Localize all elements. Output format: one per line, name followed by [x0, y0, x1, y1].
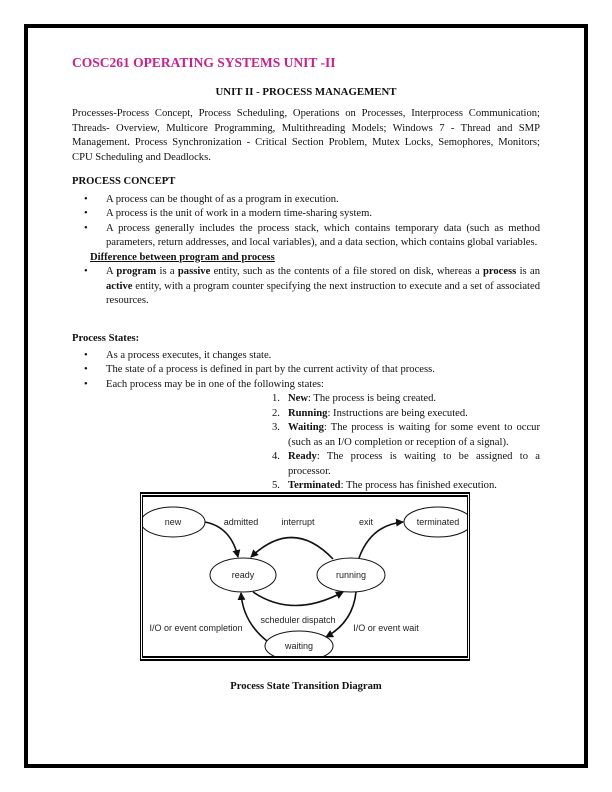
item-number: 1. — [272, 393, 280, 404]
state-item — [72, 450, 540, 479]
process-concept-section — [72, 175, 540, 309]
state-label-new: new — [164, 517, 182, 527]
arrow-dispatch — [253, 592, 343, 606]
list-item — [106, 265, 540, 309]
state-desc: : The process is waiting for some event to occur (such as an I/O completion or reception of a signal). — [288, 422, 540, 448]
state-label-waiting: waiting — [284, 641, 314, 651]
list-item: • A process is the unit of work in a modern time-sharing system. — [106, 207, 540, 222]
state-desc: : Instructions are being executed. — [327, 407, 468, 419]
state-label-terminated: terminated — [416, 517, 460, 527]
state-name: New — [288, 393, 309, 404]
state-label-ready: ready — [231, 570, 255, 580]
transition-interrupt: interrupt — [281, 517, 315, 527]
difference-heading: Difference between program and process — [90, 251, 275, 263]
state-name: Ready — [288, 451, 317, 462]
process-state-diagram — [140, 492, 470, 661]
transition-admitted: admitted — [223, 517, 259, 527]
list-item: • As a process executes, it changes state. — [106, 349, 540, 364]
state-item — [72, 421, 540, 450]
item-number: 2. — [272, 407, 280, 419]
item-number: 5. — [272, 480, 280, 491]
transition-io-completion: I/O or event completion — [149, 623, 243, 633]
state-desc: : The process is being created. — [308, 393, 437, 404]
diagram-caption: Process State Transition Diagram — [230, 681, 382, 692]
arrow-exit — [359, 522, 403, 558]
text: entity, such as the contents of a file stored on disk, whereas a — [210, 266, 483, 277]
intro-paragraph: Processes-Process Concept, Process Scheduling, Operations on Processes, Interprocess Communication; Threads- Overview, Multicore Programming, Multithreading Models; Windows 7 - Thread and SMP Management. Process Synchronization - Critical Section Problem, Mutex Locks, Semophores, Monitors; CPU Scheduling and Deadlocks. — [72, 108, 540, 163]
process-concept-heading: PROCESS CONCEPT — [72, 176, 176, 187]
state-name: Running — [288, 407, 328, 419]
text: A — [106, 266, 117, 277]
state-label-running: running — [335, 570, 367, 580]
state-name: Waiting — [288, 422, 324, 433]
transition-exit: exit — [358, 517, 374, 527]
process-states-heading: Process States: — [72, 333, 140, 344]
item-number: 3. — [272, 422, 280, 433]
state-desc: : The process has finished execution. — [340, 480, 497, 491]
item-number: 4. — [272, 451, 280, 462]
state-item — [72, 407, 540, 422]
list-item: • Each process may be in one of the following states: — [106, 378, 540, 393]
term-program: program — [116, 266, 157, 277]
transition-scheduler-dispatch: scheduler dispatch — [260, 615, 336, 625]
list-item: • A process generally includes the process stack, which contains temporary data (such as method parameters, return addresses, and local variables), and a data section, which contains global variables. — [106, 222, 540, 251]
arrow-interrupt — [251, 537, 333, 559]
list-item: • A process can be thought of as a program in execution. — [106, 193, 540, 208]
state-desc: : The process is waiting to be assigned to a processor. — [288, 451, 540, 477]
text: entity, with a program counter specifying the next instruction to execute and a set of associated resources. — [106, 280, 540, 306]
document-title: COSC261 OPERATING SYSTEMS UNIT -II — [72, 55, 336, 70]
term-process: process — [482, 266, 517, 277]
text: is an — [516, 266, 540, 277]
state-item — [72, 392, 540, 407]
list-item: • The state of a process is defined in part by the current activity of that process. — [106, 363, 540, 378]
unit-heading: UNIT II - PROCESS MANAGEMENT — [215, 86, 397, 98]
arrow-admitted — [205, 522, 238, 557]
process-states-section — [72, 332, 540, 494]
transition-io-wait: I/O or event wait — [353, 623, 419, 633]
state-name: Terminated — [288, 480, 341, 491]
term-active: active — [106, 280, 133, 292]
term-passive: passive — [177, 266, 211, 277]
text: is a — [156, 266, 178, 277]
